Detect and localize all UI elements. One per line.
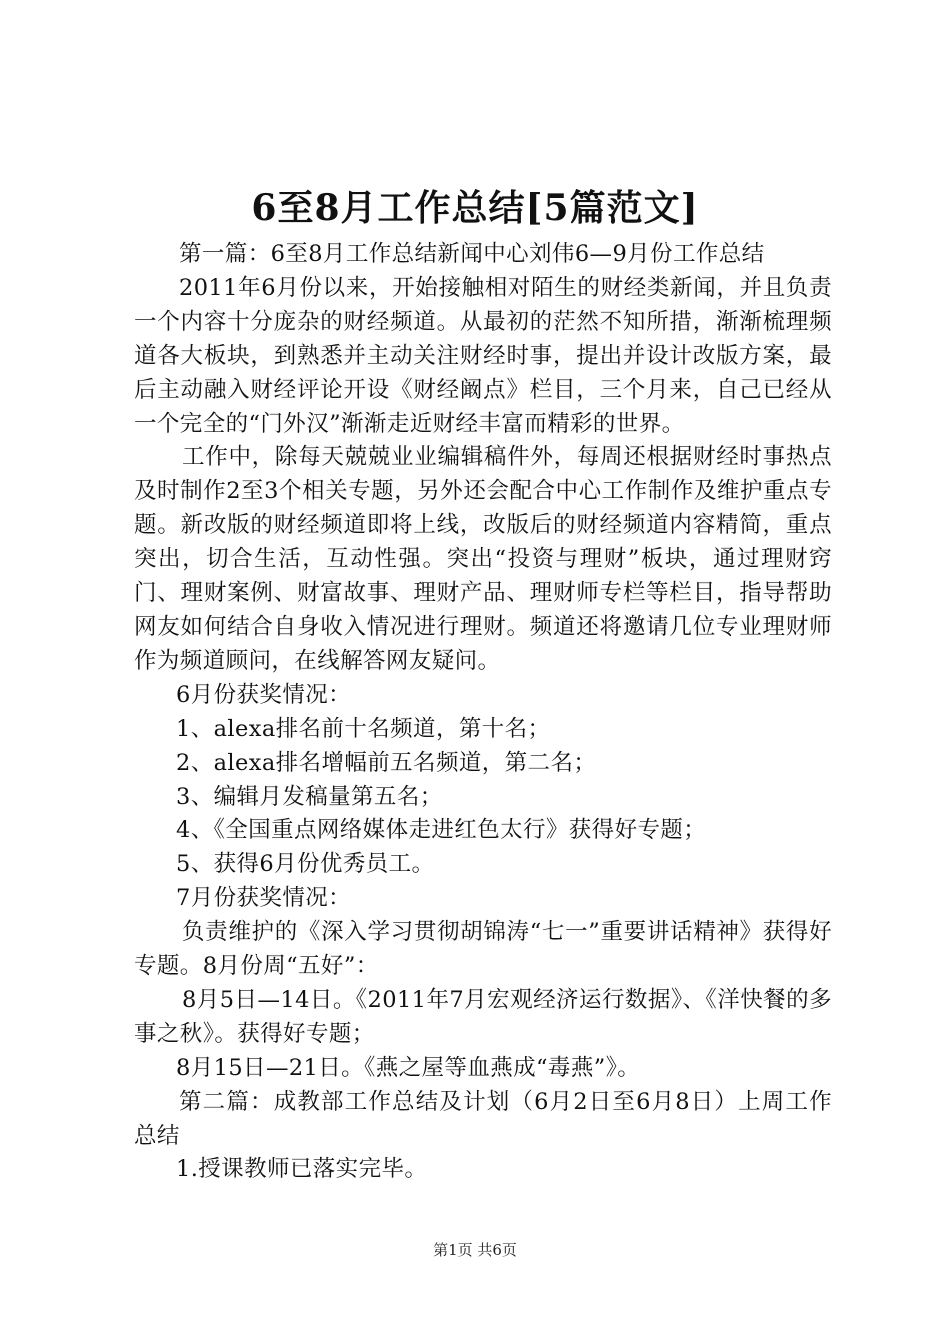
paragraph-section-two-heading: 第二篇：成教部工作总结及计划（6月2日至6月8日）上周工作总结 xyxy=(134,1088,832,1149)
document-body xyxy=(134,238,832,1187)
list-item-award-1: 1、alexa排名前十名频道，第十名； xyxy=(176,715,551,742)
list-item-teachers: 1.授课教师已落实完毕。 xyxy=(176,1156,428,1183)
paragraph-intro: 2011年6月份以来，开始接触相对陌生的财经类新闻，并且负责一个内容十分庞杂的财经频道。从最初的茫然不知所措，渐渐梳理频道各大板块，到熟悉并主动关注财经时事，提出并设计改版方案，最后主动融入财经评论开设《财经阚点》栏目，三个月来，自己已经从一个完全的“门外汉”渐渐走近财经丰富而精彩的世界。 xyxy=(134,274,832,437)
list-item-award-2: 2、alexa排名增幅前五名频道，第二名； xyxy=(176,749,597,776)
list-item-award-3: 3、编辑月发稿量第五名； xyxy=(176,783,443,810)
document-title: 6至8月工作总结[5篇范文] xyxy=(251,187,699,229)
paragraph-work-details: 工作中，除每天兢兢业业编辑稿件外，每周还根据财经时事热点及时制作2至3个相关专题，另外还会配合中心工作制作及维护重点专题。新改版的财经频道即将上线，改版后的财经频道内容精简，重点突出，切合生活，互动性强。突出“投资与理财”板块，通过理财窍门、理财案例、财富故事、理财产品、理财师专栏等栏目，指导帮助网友如何结合自身收入情况进行理财。频道还将邀请几位专业理财师作为频道顾问，在线解答网友疑问。 xyxy=(134,444,832,674)
paragraph-august-week-2: 8月15日—21日。《燕之屋等血燕成“毒燕”》。 xyxy=(176,1054,641,1081)
paragraph-july-awards-heading: 7月份获奖情况： xyxy=(176,885,352,912)
list-item-award-5: 5、获得6月份优秀员工。 xyxy=(176,851,435,878)
list-item-award-4: 4、《全国重点网络媒体走进红色太行》获得好专题； xyxy=(176,817,707,844)
paragraph-section-one-heading: 第一篇：6至8月工作总结新闻中心刘伟6—9月份工作总结 xyxy=(179,241,765,267)
paragraph-august-week-1: 8月5日—14日。《2011年7月宏观经济运行数据》、《洋快餐的多事之秋》。获得好专题； xyxy=(134,986,832,1047)
paragraph-july-awards: 负责维护的《深入学习贯彻胡锦涛“七一”重要讲话精神》获得好专题。8月份周“五好”： xyxy=(134,919,832,980)
page-footer: 第1页 共6页 xyxy=(433,1241,517,1259)
paragraph-june-awards-heading: 6月份获奖情况： xyxy=(176,681,352,708)
